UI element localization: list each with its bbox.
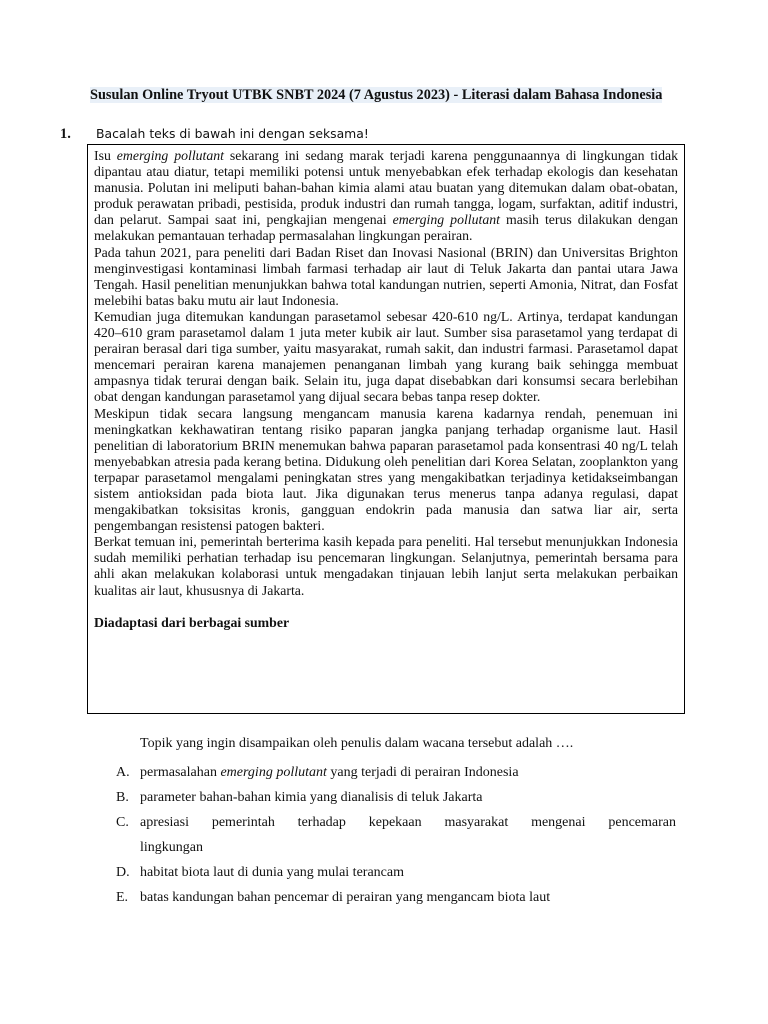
option-text: permasalahan emerging pollutant yang terjadi di perairan Indonesia <box>140 765 519 780</box>
option-text: habitat biota laut di dunia yang mulai terancam <box>140 865 404 880</box>
option-letter: D. <box>116 865 130 880</box>
question-stem: Topik yang ingin disampaikan oleh penulis dalam wacana tersebut adalah …. <box>140 736 574 751</box>
passage-paragraph-5: Berkat temuan ini, pemerintah berterima kasih kepada para peneliti. Hal tersebut menunjukkan Indonesia sudah memiliki perhatian terhadap isu pencemaran lingkungan. Selanjutnya, pemerintah bersama para ahli akan melakukan kolaborasi untuk mengadakan tinjauan lebih lanjut serta melakukan perbaikan kualitas air laut, khususnya di Jakarta. <box>94 534 678 598</box>
emerging-pollutant-term: emerging pollutant <box>116 148 225 163</box>
answer-options <box>116 760 676 910</box>
passage-paragraph-1: Isu emerging pollutant sekarang ini sedang marak terjadi karena penggunaannya di lingkungan tidak dipantau atau diatur, tetapi memiliki potensi untuk menyebabkan efek terhadap ekologis dan kesehatan manusia. Polutan ini meliputi bahan-bahan kimia alami atau buatan yang ditemukan dalam obat-obatan, produk perawatan pribadi, pestisida, produk industri dan rumah tangga, logam, surfaktan, aditif industri, dan pelarut. Sampai saat ini, pengkajian mengenai emerging pollutant masih terus dilakukan dengan melakukan pemantauan terhadap permasalahan lingkungan perairan. <box>94 148 679 244</box>
option-e[interactable] <box>116 885 676 910</box>
question-number: 1. <box>60 126 71 142</box>
option-c[interactable] <box>116 810 676 860</box>
option-d[interactable] <box>116 860 676 885</box>
option-text: parameter bahan-bahan kimia yang dianalisis di teluk Jakarta <box>140 790 483 805</box>
option-letter: E. <box>116 890 129 905</box>
option-letter: A. <box>116 765 130 780</box>
passage-paragraph-3: Kemudian juga ditemukan kandungan parasetamol sebesar 420-610 ng/L. Artinya, terdapat kandungan 420–610 gram parasetamol dalam 1 juta meter kubik air laut. Sumber sisa parasetamol yang terdapat di perairan berasal dari tiga sumber, yaitu masyarakat, rumah sakit, dan industri farmasi. Parasetamol dapat mencemari perairan karena manajemen penanganan limbah yang kurang baik sehingga membuat ampasnya tidak terurai dengan baik. Selain itu, juga dapat disebabkan dari konsumsi secara berlebihan obat dengan kandungan parasetamol yang dijual secara bebas tanpa resep dokter. <box>94 308 678 405</box>
emerging-pollutant-term: emerging pollutant <box>392 212 501 228</box>
option-text: apresiasi pemerintah terhadap kepekaan masyarakat mengenai pencemaran lingkungan <box>140 815 676 855</box>
document-title: Susulan Online Tryout UTBK SNBT 2024 (7 Agustus 2023) - Literasi dalam Bahasa Indonesia <box>90 87 663 103</box>
option-a[interactable] <box>116 760 676 785</box>
question-instruction: Bacalah teks di bawah ini dengan seksama! <box>96 126 369 141</box>
option-letter: B. <box>116 790 129 805</box>
option-b[interactable] <box>116 785 676 810</box>
option-text: batas kandungan bahan pencemar di perairan yang mengancam biota laut <box>140 890 551 905</box>
passage-source: Diadaptasi dari berbagai sumber <box>94 614 290 630</box>
reading-passage-box <box>87 144 685 714</box>
option-letter: C. <box>116 815 129 830</box>
passage-paragraph-4: Meskipun tidak secara langsung mengancam manusia karena kadarnya rendah, penemuan ini meningkatkan kekhawatiran tentang risiko paparan jangka panjang terhadap organisme laut. Hasil penelitian di laboratorium BRIN menemukan bahwa paparan parasetamol pada konsentrasi 40 ng/L telah menyebabkan atresia pada kerang betina. Didukung oleh penelitian dari Korea Selatan, zooplankton yang terpapar parasetamol mengalami peningkatan stres yang mengakibatkan terjadinya ketidakseimbangan sistem antioksidan pada biota laut. Jika digunakan terus menerus tanpa adanya regulasi, dapat mengakibatkan toksisitas kronis, gangguan endokrin pada manusia dan satwa liar air, serta pengembangan resistensi patogen bakteri. <box>94 405 678 534</box>
passage-paragraph-2: Pada tahun 2021, para peneliti dari Badan Riset dan Inovasi Nasional (BRIN) dan Universitas Brighton menginvestigasi kontaminasi limbah farmasi terhadap air laut di Teluk Jakarta dan pantai utara Jawa Tengah. Hasil penelitian menunjukkan bahwa total kandungan nutrien, seperti Amonia, Nitrat, dan Fosfat melebihi batas baku mutu air laut Indonesia. <box>94 244 678 308</box>
